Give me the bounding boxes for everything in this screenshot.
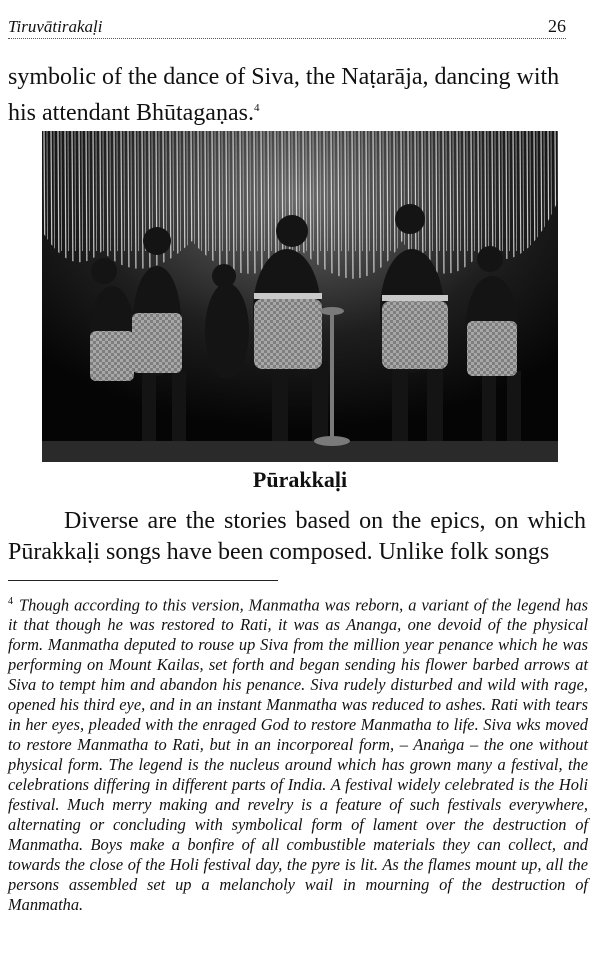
footnote-marker: 4 [8,596,13,607]
dance-photograph [42,131,558,462]
footnote [8,592,588,915]
page-number: 26 [548,16,566,36]
running-header [8,14,566,39]
footnote-text: Though according to this version, Manmatha was reborn, a variant of the legend has it that though he was restored to Rati, it was as Ananga, one devoid of the physical form. Manmatha deputed to rouse up Siva from the million year penance which he was performing on Mount Kailas, set forth and began sending his flower barbed arrows at Siva to tempt him and abandon his penance. Siva rudely disturbed and wild with rage, opened his third eye, and in an instant Manmatha was reduced to ashes. Rati with tears in her eyes, pleaded with the enraged God to restore Manmatha to life. Siva wks moved to restore Manmatha to Rati, but in an incorporeal form, – Anaṅga – the one without physical form. The legend is the nucleus around which has grown many a festival, the celebrations differing in different parts of India. A festival widely celebrated is the Holi festival. Much merry making and revelry is a feature of such festivals everywhere, alternating or concluding with symbolical form of lament over the destruction of Manmatha. Boys make a bonfire of all combustible materials they can collect, and towards the close of the Holi festival day, the pyre is lit. As the flames mount up, all the persons assembled set up a melancholy wail in mourning of the destruction of Manmatha. [8,595,588,915]
running-title: Tiruvātirakaḷi [8,17,103,36]
paragraph-1-text: symbolic of the dance of Siva, the Naṭarāja, dancing with his attendant Bhūtagaṇas. [8,64,560,126]
figure-caption: Pūrakkaḷi [252,467,348,492]
paragraph-2: Diverse are the stories based on the epics, on which Pūrakkaḷi songs have been composed. Unlike folk songs [8,508,586,565]
footnote-reference: 4 [253,102,260,114]
paragraph-1 [8,62,586,129]
footnote-separator [8,580,278,581]
dance-photo-illustration [42,131,558,462]
